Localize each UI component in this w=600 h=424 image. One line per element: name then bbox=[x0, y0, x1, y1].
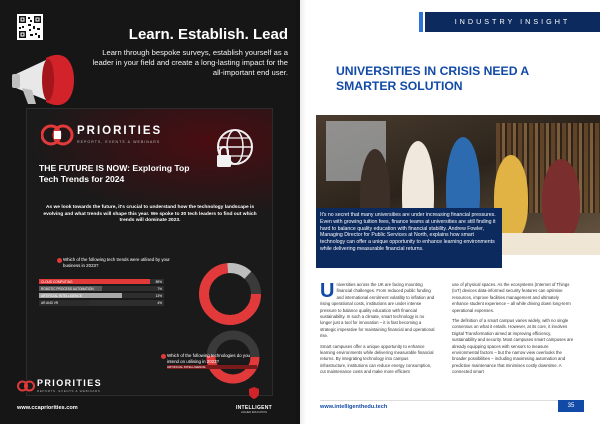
column-2-paragraph-2: The definition of a smart campus varies widely, with no single consensus on what it entails. However, at its core, it involves Digital Transformation aimed at improving efficiency, sustainability and security. Most campuses smart campuses are already equipping spaces with sensors to measure environmental factors – but the narrow view overlooks the broader possibilities – including maximising automation and predictive maintenance that minimises costly downtime. A connected smart bbox=[452, 318, 574, 375]
priorities-logo-icon bbox=[41, 123, 75, 147]
footer-divider bbox=[320, 400, 580, 401]
bar-label: ARTIFICIAL INTELLIGENCE bbox=[41, 293, 82, 298]
donut-chart-1 bbox=[195, 259, 265, 329]
priorities-footer-logo-icon bbox=[17, 379, 35, 393]
footer-brand-sub: REPORTS, EVENTS & WEBINARS bbox=[37, 389, 101, 393]
badge-line-1: INTELLIGENT bbox=[235, 405, 273, 411]
question-1-marker bbox=[57, 258, 62, 263]
ad-headline: Learn. Establish. Lead bbox=[128, 26, 288, 43]
badge-line-2: HIGHER EDUCATION bbox=[241, 411, 267, 414]
bar-value: 13% bbox=[155, 293, 162, 298]
footer-brand: PRIORITIES bbox=[37, 378, 103, 388]
shield-badge-icon bbox=[247, 386, 261, 400]
photo-student-5 bbox=[542, 159, 580, 239]
bar-value: 4% bbox=[157, 300, 162, 305]
article-column-2 bbox=[452, 282, 574, 380]
question-2: Which of the following technologies do you intend on utilising in 2023? bbox=[167, 353, 250, 364]
bar-row bbox=[39, 279, 164, 284]
column-1-paragraph-1: niversities across the UK are facing mounting financial challenges. From reduced public funding and international enrolment volatility to inflation and rising operational costs, institutions are under intense pressure to balance quality education with financial sustainability. In such a climate, smart technology is no longer just a tool for innovation – it is fast becoming a strategic imperative for maintaining financial and operational rise. bbox=[320, 282, 435, 339]
bar-label: CLOUD COMPUTING bbox=[41, 279, 73, 284]
report-brand: PRIORITIES bbox=[77, 125, 163, 137]
question-1: Which of the following tech trends were utilised by your business in 2023? bbox=[63, 257, 170, 268]
article-url-link[interactable]: www.intelligenthedu.tech bbox=[320, 404, 388, 410]
page-number: 35 bbox=[558, 400, 584, 412]
question-2-bar: ARTIFICIAL INTELLIGENCE bbox=[167, 365, 257, 369]
section-tab: INDUSTRY INSIGHT bbox=[425, 12, 600, 32]
standfirst-text: It's no secret that many universities are under increasing financial pressures. Even with growing tuition fees, finance teams at universities are still finding it hard to balance quality education with financial stability. Andrew Fowler, Managing Director for Public Services at North, explains how smart technology can offer a unique opportunity to enhance learning environments while delivering measurable financial returns. bbox=[320, 212, 496, 252]
report-preview bbox=[26, 108, 273, 396]
bar-label: AR AND VR bbox=[41, 300, 59, 305]
report-title-part2: Tech Trends for 2024 bbox=[39, 173, 125, 184]
bar-row bbox=[39, 293, 164, 298]
bar-value: 89% bbox=[155, 279, 162, 284]
ad-intro-text: Learn through bespoke surveys, establish yourself as a leader in your field and create a long-lasting impact for the all-important end user. bbox=[92, 48, 288, 77]
bar-row bbox=[39, 286, 164, 291]
column-1-paragraph-2: Smart campuses offer a unique opportunity to enhance learning environments while delivering measurable financial returns. By integrating technology into campus infrastructure, institutions can reduce energy consumption, cut maintenance costs and make more efficient bbox=[320, 343, 434, 375]
column-2-paragraph-1: use of physical spaces. As the ecosystems (Internet of Things (IoT) devices data-informed security features can optimise resources, improve facilities management and ultimately enhance student experience – all while driving down long-term operational expenses. bbox=[452, 282, 571, 313]
article-title: UNIVERSITIES IN CRISIS NEED A SMARTER SOLUTION bbox=[336, 64, 529, 93]
report-title-part1: THE FUTURE IS NOW: Exploring Top bbox=[39, 163, 190, 173]
question-2-marker bbox=[161, 354, 166, 359]
bar-label: ROBOTIC PROCESS AUTOMATION bbox=[41, 286, 94, 291]
article-column-1 bbox=[320, 282, 435, 380]
report-title bbox=[39, 163, 209, 184]
question-1-bar-chart bbox=[39, 279, 164, 307]
page-gutter bbox=[296, 0, 306, 424]
bar-value: 7% bbox=[157, 286, 162, 291]
megaphone-icon bbox=[8, 44, 80, 116]
right-page-article bbox=[300, 0, 600, 424]
report-brand-sub: REPORTS, EVENTS & WEBINARS bbox=[77, 140, 161, 144]
qr-code-icon bbox=[17, 14, 43, 40]
intelligent-badge bbox=[234, 386, 274, 414]
drop-cap: U bbox=[320, 280, 335, 302]
globe-lock-icon bbox=[213, 127, 257, 171]
bar-row bbox=[39, 300, 164, 305]
footer-url-link[interactable]: www.ccapriorities.com bbox=[17, 405, 78, 411]
report-intro: As we look towards the future, it's crucial to understand how the technology landscape is evolving and what trends will shape this year. We spoke to 30 tech leaders to find out which trends will dominate 2023. bbox=[43, 205, 257, 224]
